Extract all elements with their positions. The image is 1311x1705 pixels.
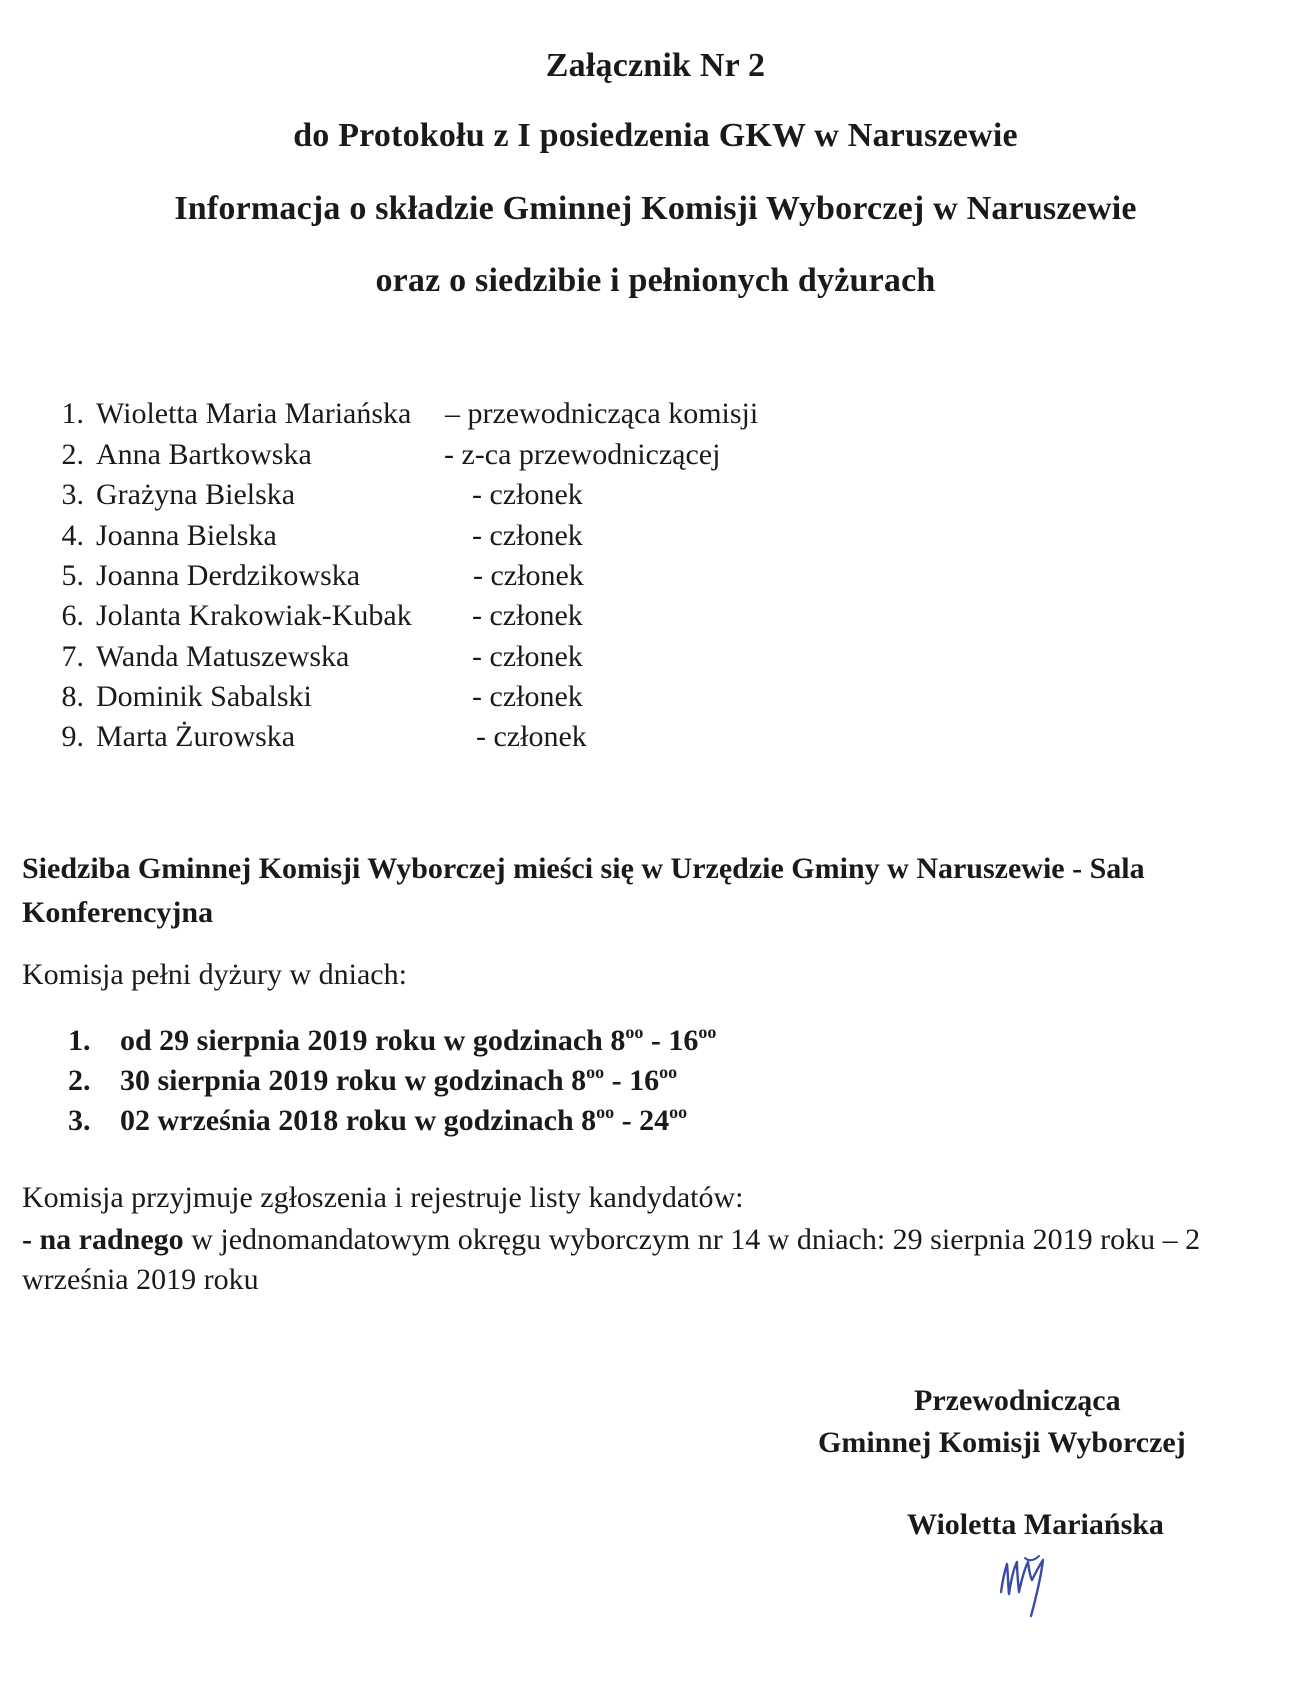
duty-intro: Komisja pełni dyżury w dniach: <box>22 958 407 991</box>
member-name: Dominik Sabalski <box>96 680 312 713</box>
member-name: Wioletta Maria Mariańska <box>96 397 412 430</box>
duty-from-minutes: oo <box>586 1062 605 1082</box>
info-heading: Informacja o składzie Gminnej Komisji Wyborczej w Naruszewie <box>174 190 1137 227</box>
duty-to-minutes: oo <box>698 1022 717 1042</box>
member-number: 5. <box>61 559 84 592</box>
registration-details <box>22 1220 1292 1300</box>
info-subheading: oraz o siedzibie i pełnionych dyżurach <box>375 262 936 299</box>
signature-name: Wioletta Mariańska <box>907 1508 1164 1541</box>
member-number: 2. <box>61 438 84 471</box>
duty-separator: - 24 <box>614 1104 670 1137</box>
member-number: 1. <box>61 397 84 430</box>
member-role: - członek <box>472 640 583 673</box>
list-item <box>68 1023 716 1059</box>
registration-intro: Komisja przyjmuje zgłoszenia i rejestruje listy kandydatów: <box>22 1181 744 1214</box>
handwritten-signature-icon <box>995 1540 1065 1620</box>
member-number: 3. <box>61 478 84 511</box>
duty-to-minutes: oo <box>659 1062 678 1082</box>
registration-bold: na radnego <box>39 1223 184 1256</box>
member-role: - członek <box>472 519 583 552</box>
duty-from-minutes: oo <box>625 1022 644 1042</box>
member-role: - członek <box>476 720 587 753</box>
member-name: Anna Bartkowska <box>96 438 312 471</box>
duty-separator: - 16 <box>643 1024 699 1057</box>
protocol-reference: do Protokołu z I posiedzenia GKW w Naruszewie <box>293 117 1018 154</box>
duty-number: 3. <box>68 1104 91 1137</box>
list-item <box>68 1103 687 1139</box>
member-name: Jolanta Krakowiak-Kubak <box>96 599 412 632</box>
member-role: - członek <box>473 559 584 592</box>
member-role: - członek <box>472 680 583 713</box>
duty-number: 2. <box>68 1064 91 1097</box>
duty-text: 02 września 2018 roku w godzinach 8 <box>120 1104 597 1137</box>
registration-rest: w jednomandatowym okręgu wyborczym nr 14 w dniach: 29 sierpnia 2019 roku – 2 września 2019 roku <box>22 1223 1201 1296</box>
member-name: Joanna Derdzikowska <box>96 559 361 592</box>
duty-separator: - 16 <box>604 1064 660 1097</box>
member-number: 8. <box>61 680 84 713</box>
duty-text: od 29 sierpnia 2019 roku w godzinach 8 <box>120 1024 626 1057</box>
duty-from-minutes: oo <box>596 1102 615 1122</box>
member-number: 6. <box>61 599 84 632</box>
member-name: Joanna Bielska <box>96 519 277 552</box>
member-role: – przewodnicząca komisji <box>445 397 759 430</box>
member-number: 9. <box>61 720 84 753</box>
member-name: Grażyna Bielska <box>96 478 296 511</box>
duty-text: 30 sierpnia 2019 roku w godzinach 8 <box>120 1064 587 1097</box>
list-item <box>68 1063 677 1099</box>
member-number: 4. <box>61 519 84 552</box>
registration-prefix: - <box>22 1223 40 1256</box>
member-name: Marta Żurowska <box>96 720 296 753</box>
duty-number: 1. <box>68 1024 91 1057</box>
signature-committee: Gminnej Komisji Wyborczej <box>818 1426 1186 1459</box>
member-name: Wanda Matuszewska <box>96 640 350 673</box>
member-role: - z-ca przewodniczącej <box>444 438 721 471</box>
signature-title: Przewodnicząca <box>914 1384 1121 1417</box>
seat-info: Siedziba Gminnej Komisji Wyborczej mieści się w Urzędzie Gminy w Naruszewie - Sala Konferencyjna <box>22 852 1145 929</box>
annex-title: Załącznik Nr 2 <box>545 47 766 84</box>
member-role: - członek <box>472 478 583 511</box>
member-number: 7. <box>61 640 84 673</box>
member-role: - członek <box>472 599 583 632</box>
duty-to-minutes: oo <box>669 1102 688 1122</box>
